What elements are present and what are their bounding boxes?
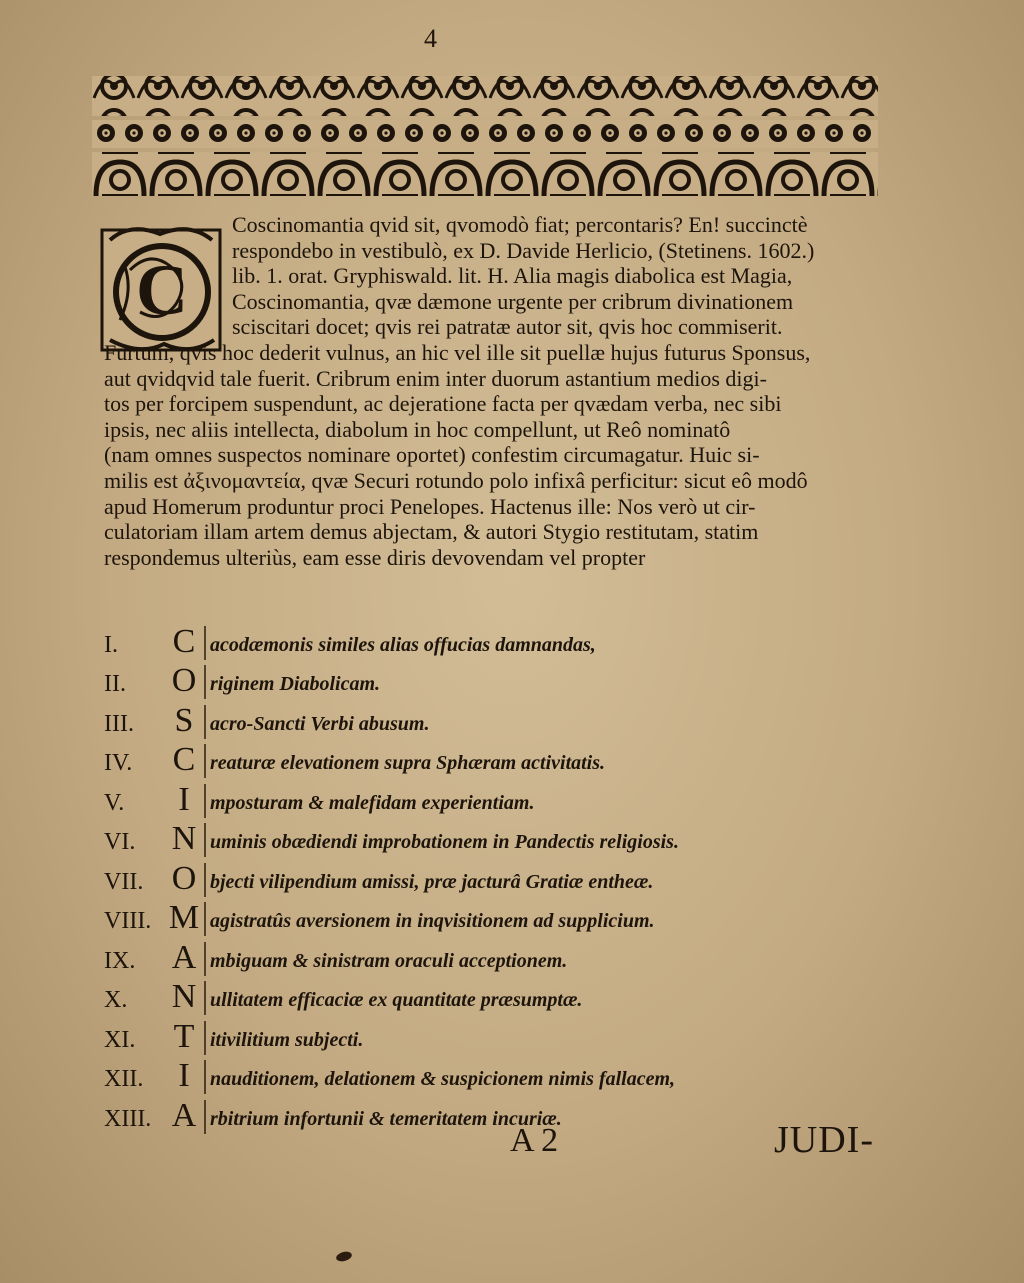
acrostic-row (104, 1015, 884, 1055)
ink-blot (335, 1250, 353, 1263)
acrostic-letter: N (171, 820, 197, 857)
acrostic-row (104, 818, 884, 858)
acrostic-row (104, 936, 884, 976)
acrostic-text: rbitrium infortunii & temeritatem incuriæ. (210, 1107, 562, 1130)
acrostic-rule (204, 784, 206, 818)
acrostic-numeral: V. (104, 789, 125, 816)
acrostic-text: ullitatem efficaciæ ex quantitate præsumptæ. (210, 989, 583, 1011)
body-line: aut qvidqvid tale fuerit. Cribrum enim inter duorum astantium medios digi- (104, 365, 767, 391)
acrostic-numeral: XII. (104, 1066, 144, 1092)
acrostic-rule (204, 981, 206, 1015)
acrostic-numeral: XI. (104, 1026, 136, 1053)
acrostic-text: reaturæ elevationem supra Sphæram activitatis. (210, 752, 606, 774)
body-line: lib. 1. orat. Gryphiswald. lit. H. Alia magis diabolica est Magia, (232, 263, 793, 289)
acrostic-letter: O (171, 859, 197, 897)
acrostic-numeral: VIII. (104, 908, 152, 934)
body-line: milis est ἀξινομαντεία, qvæ Securi rotundo polo infixâ perficitur: sicut eô modô (104, 467, 808, 493)
acrostic-row (104, 778, 884, 818)
acrostic-letter: S (174, 701, 194, 739)
acrostic-row (104, 699, 884, 739)
acrostic-rule (204, 1100, 206, 1134)
acrostic-letter: I (178, 780, 190, 818)
body-line: apud Homerum produntur proci Penelopes. Hactenus ille: Nos verò ut cir- (104, 493, 756, 519)
acrostic-row (104, 976, 884, 1016)
acrostic-row (104, 1055, 884, 1095)
acrostic-text: mbiguam & sinistram oraculi acceptionem. (210, 949, 568, 972)
body-line: (nam omnes suspectos nominare oportet) confestim circumagatur. Huic si- (104, 442, 760, 468)
acrostic-letter: A (171, 938, 197, 976)
acrostic-numeral: III. (104, 710, 134, 737)
acrostic-numeral: VI. (104, 829, 136, 855)
acrostic-letter: M (168, 899, 200, 936)
acrostic-rule (204, 744, 206, 778)
acrostic-text: acro-Sancti Verbi abusum. (210, 712, 430, 735)
body-line: respondebo in vestibulò, ex D. Davide Herlicio, (Stetinens. 1602.) (232, 237, 815, 263)
acrostic-letter: I (178, 1057, 190, 1094)
acrostic-rule (204, 626, 206, 660)
acrostic-row (104, 739, 884, 779)
acrostic-text: nauditionem, delationem & suspicionem nimis fallacem, (210, 1068, 676, 1090)
drop-cap-letter: C (136, 250, 188, 330)
acrostic-letter: A (171, 1096, 197, 1134)
acrostic-rule (204, 705, 206, 739)
acrostic-numeral: XIII. (104, 1105, 152, 1132)
acrostic-letter: T (173, 1017, 195, 1055)
acrostic-rule (204, 1021, 206, 1055)
acrostic-text: agistratûs aversionem in inqvisitionem ad supplicium. (210, 910, 655, 932)
body-line: Furtum, qvis hoc dederit vulnus, an hic vel ille sit puellæ hujus futurus Sponsus, (104, 339, 811, 365)
body-line: culatoriam illam artem demus abjectam, & autori Stygio restitutam, statim (104, 519, 759, 545)
acrostic-rule (204, 863, 206, 897)
acrostic-rule (204, 942, 206, 976)
acrostic-text: bjecti vilipendium amissi, præ jacturâ Gratiæ entheæ. (210, 870, 654, 893)
acrostic-text: uminis obædiendi improbationem in Pandectis religiosis. (210, 831, 679, 853)
body-line: Coscinomantia, qvæ dæmone urgente per cribrum divinationem (232, 288, 794, 314)
acrostic-letter: C (172, 741, 196, 778)
acrostic-list (104, 620, 884, 1134)
acrostic-rule (204, 1060, 206, 1094)
catchword: JUDI- (774, 1119, 874, 1161)
acrostic-numeral: VII. (104, 868, 144, 895)
body-line: sciscitari docet; qvis rei patratæ autor sit, qvis hoc commiserit. (232, 314, 783, 340)
acrostic-numeral: IV. (104, 750, 133, 776)
acrostic-text: riginem Diabolicam. (210, 673, 380, 695)
acrostic-rule (204, 902, 206, 936)
acrostic-text: itivilitium subjecti. (210, 1028, 364, 1051)
acrostic-numeral: IX. (104, 947, 136, 974)
acrostic-letter: N (171, 978, 197, 1015)
acrostic-numeral: II. (104, 671, 126, 697)
acrostic-numeral: X. (104, 987, 128, 1013)
body-line: tos per forcipem suspendunt, ac dejeratione facta per qvædam verba, nec sibi (104, 391, 782, 417)
body-line: ipsis, nec aliis intellecta, diabolum in hoc compellunt, ut Reô nominatô (104, 416, 731, 442)
acrostic-text: acodæmonis similes alias offucias damnandas, (210, 633, 596, 656)
acrostic-letter: O (171, 662, 197, 699)
top-mark: 4 (424, 24, 437, 53)
body-line: Coscinomantia qvid sit, qvomodò fiat; percontaris? En! succinctè (232, 212, 808, 237)
acrostic-letter: C (172, 622, 196, 660)
signature-mark: A 2 (510, 1122, 559, 1159)
acrostic-row (104, 897, 884, 937)
acrostic-text: mposturam & malefidam experientiam. (210, 791, 535, 814)
acrostic-numeral: I. (104, 631, 118, 658)
acrostic-rule (204, 665, 206, 699)
acrostic-row (104, 857, 884, 897)
body-text (104, 212, 876, 570)
acrostic-rule (204, 823, 206, 857)
acrostic-row (104, 1094, 884, 1134)
ornament-header-band (92, 68, 878, 198)
acrostic-row (104, 660, 884, 700)
acrostic-row (104, 620, 884, 660)
body-line: respondemus ulteriùs, eam esse diris devovendam vel propter (104, 544, 646, 570)
